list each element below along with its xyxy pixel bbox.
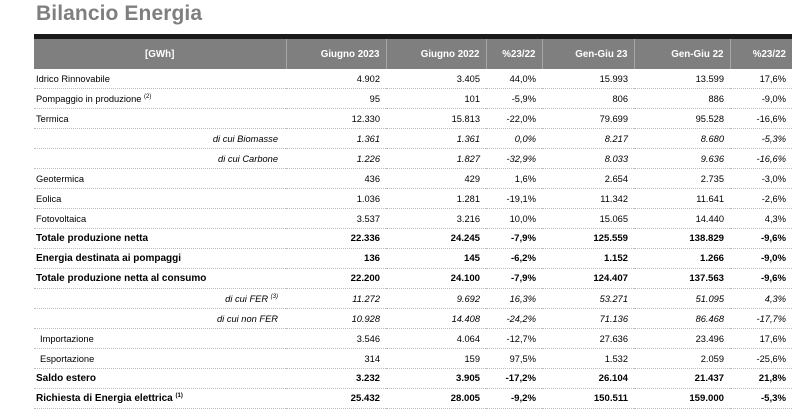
cell-gen-giu-23: 124.407 xyxy=(542,269,634,289)
cell-giugno-2022: 24.245 xyxy=(386,229,486,249)
row-label: Idrico Rinnovabile xyxy=(36,73,110,84)
header-giugno-2023: Giugno 2023 xyxy=(286,39,386,69)
row-label-cell xyxy=(34,289,286,309)
cell-gen-giu-23: 26.104 xyxy=(542,369,634,389)
cell-giugno-2023: 12.330 xyxy=(286,109,386,129)
cell-giugno-2022: 1.827 xyxy=(386,149,486,169)
cell-pct-month: -22,0% xyxy=(486,109,542,129)
row-label-cell xyxy=(34,349,286,369)
cell-giugno-2023: 3.232 xyxy=(286,369,386,389)
cell-pct-ytd: -9,6% xyxy=(730,269,792,289)
row-label: Esportazione xyxy=(40,353,95,364)
cell-giugno-2023: 436 xyxy=(286,169,386,189)
cell-giugno-2023: 3.537 xyxy=(286,209,386,229)
cell-giugno-2022: 24.100 xyxy=(386,269,486,289)
cell-gen-giu-23: 53.271 xyxy=(542,289,634,309)
cell-giugno-2023: 1.361 xyxy=(286,129,386,149)
cell-pct-ytd: 17,6% xyxy=(730,329,792,349)
row-label-cell xyxy=(34,389,286,409)
cell-gen-giu-22: 86.468 xyxy=(634,309,730,329)
table-row xyxy=(34,89,792,109)
cell-pct-ytd: 17,6% xyxy=(730,69,792,89)
cell-pct-ytd: -3,0% xyxy=(730,169,792,189)
table-row xyxy=(34,309,792,329)
cell-giugno-2023: 136 xyxy=(286,249,386,269)
table-row xyxy=(34,269,792,289)
cell-pct-month: 44,0% xyxy=(486,69,542,89)
header-pct-ytd: %23/22 xyxy=(730,39,792,69)
row-label: di cui Biomasse xyxy=(212,133,278,144)
row-label: di cui non FER xyxy=(217,313,278,324)
cell-pct-ytd: -5,3% xyxy=(730,129,792,149)
cell-giugno-2023: 22.200 xyxy=(286,269,386,289)
cell-giugno-2022: 3.405 xyxy=(386,69,486,89)
cell-gen-giu-23: 2.654 xyxy=(542,169,634,189)
cell-giugno-2023: 314 xyxy=(286,349,386,369)
cell-gen-giu-22: 8.680 xyxy=(634,129,730,149)
cell-gen-giu-22: 137.563 xyxy=(634,269,730,289)
row-label-cell xyxy=(34,209,286,229)
row-label: Saldo estero xyxy=(36,373,97,384)
cell-gen-giu-22: 21.437 xyxy=(634,369,730,389)
cell-gen-giu-22: 1.266 xyxy=(634,249,730,269)
table-header-row xyxy=(34,39,792,69)
row-label-cell xyxy=(34,109,286,129)
cell-giugno-2023: 95 xyxy=(286,89,386,109)
row-label: Pompaggio in produzione xyxy=(36,93,142,104)
cell-giugno-2022: 145 xyxy=(386,249,486,269)
table-row xyxy=(34,189,792,209)
cell-pct-month: -24,2% xyxy=(486,309,542,329)
cell-pct-month: -6,2% xyxy=(486,249,542,269)
cell-gen-giu-22: 13.599 xyxy=(634,69,730,89)
table-body xyxy=(34,69,792,409)
table-row xyxy=(34,249,792,269)
header-gen-giu-22: Gen-Giu 22 xyxy=(634,39,730,69)
header-unit: [GWh] xyxy=(34,39,286,69)
cell-pct-ytd: -9,0% xyxy=(730,249,792,269)
row-label-cell xyxy=(34,249,286,269)
row-label-cell xyxy=(34,169,286,189)
cell-gen-giu-22: 2.735 xyxy=(634,169,730,189)
row-label-cell xyxy=(34,369,286,389)
cell-pct-month: -17,2% xyxy=(486,369,542,389)
cell-giugno-2022: 3.216 xyxy=(386,209,486,229)
cell-giugno-2022: 15.813 xyxy=(386,109,486,129)
cell-pct-month: 10,0% xyxy=(486,209,542,229)
row-label: di cui FER xyxy=(225,293,269,304)
row-label-cell xyxy=(34,189,286,209)
header-pct-month: %23/22 xyxy=(486,39,542,69)
cell-giugno-2022: 101 xyxy=(386,89,486,109)
cell-giugno-2023: 11.272 xyxy=(286,289,386,309)
cell-giugno-2022: 159 xyxy=(386,349,486,369)
cell-giugno-2022: 4.064 xyxy=(386,329,486,349)
cell-pct-ytd: -9,6% xyxy=(730,229,792,249)
table-row xyxy=(34,209,792,229)
row-label-cell xyxy=(34,89,286,109)
row-label: Energia destinata ai pompaggi xyxy=(36,253,182,264)
row-label: Geotermica xyxy=(36,173,85,184)
row-label: Totale produzione netta al consumo xyxy=(36,273,207,284)
cell-pct-ytd: 4,3% xyxy=(730,209,792,229)
row-label-cell xyxy=(34,269,286,289)
table-row xyxy=(34,289,792,309)
table-row xyxy=(34,369,792,389)
table-row xyxy=(34,109,792,129)
table-row xyxy=(34,229,792,249)
cell-gen-giu-22: 23.496 xyxy=(634,329,730,349)
cell-pct-month: -19,1% xyxy=(486,189,542,209)
energy-balance-table xyxy=(34,39,792,409)
cell-pct-ytd: -9,0% xyxy=(730,89,792,109)
row-label-cell xyxy=(34,129,286,149)
cell-giugno-2023: 25.432 xyxy=(286,389,386,409)
row-label: di cui Carbone xyxy=(218,153,278,164)
cell-gen-giu-23: 71.136 xyxy=(542,309,634,329)
cell-gen-giu-23: 1.532 xyxy=(542,349,634,369)
cell-giugno-2022: 28.005 xyxy=(386,389,486,409)
cell-pct-ytd: -16,6% xyxy=(730,149,792,169)
cell-giugno-2022: 1.281 xyxy=(386,189,486,209)
table-row xyxy=(34,389,792,409)
cell-gen-giu-23: 150.511 xyxy=(542,389,634,409)
cell-pct-month: -7,9% xyxy=(486,229,542,249)
row-label: Termica xyxy=(36,113,69,124)
footnote-marker: (1) xyxy=(175,393,183,399)
cell-pct-ytd: 4,3% xyxy=(730,289,792,309)
cell-pct-ytd: -5,3% xyxy=(730,389,792,409)
cell-giugno-2022: 9.692 xyxy=(386,289,486,309)
cell-pct-month: 0,0% xyxy=(486,129,542,149)
cell-gen-giu-23: 8.033 xyxy=(542,149,634,169)
row-label-cell xyxy=(34,309,286,329)
cell-giugno-2023: 1.226 xyxy=(286,149,386,169)
cell-gen-giu-22: 138.829 xyxy=(634,229,730,249)
cell-gen-giu-22: 11.641 xyxy=(634,189,730,209)
cell-gen-giu-22: 2.059 xyxy=(634,349,730,369)
cell-giugno-2022: 3.905 xyxy=(386,369,486,389)
row-label: Fotovoltaica xyxy=(36,213,87,224)
table-row xyxy=(34,169,792,189)
row-label-cell xyxy=(34,329,286,349)
cell-pct-ytd: -17,7% xyxy=(730,309,792,329)
row-label: Richiesta di Energia elettrica xyxy=(36,393,173,404)
energy-balance-table-wrapper xyxy=(34,34,792,409)
cell-pct-month: -7,9% xyxy=(486,269,542,289)
row-label: Totale produzione netta xyxy=(36,233,149,244)
cell-pct-month: 16,3% xyxy=(486,289,542,309)
cell-pct-month: -32,9% xyxy=(486,149,542,169)
cell-gen-giu-23: 15.993 xyxy=(542,69,634,89)
cell-pct-ytd: -25,6% xyxy=(730,349,792,369)
table-row xyxy=(34,129,792,149)
header-gen-giu-23: Gen-Giu 23 xyxy=(542,39,634,69)
cell-gen-giu-23: 8.217 xyxy=(542,129,634,149)
row-label-cell xyxy=(34,229,286,249)
cell-pct-month: -5,9% xyxy=(486,89,542,109)
cell-giugno-2023: 4.902 xyxy=(286,69,386,89)
cell-pct-month: -12,7% xyxy=(486,329,542,349)
row-label: Importazione xyxy=(40,333,94,344)
row-label: Eolica xyxy=(36,193,62,204)
table-row xyxy=(34,149,792,169)
table-row xyxy=(34,349,792,369)
cell-gen-giu-23: 15.065 xyxy=(542,209,634,229)
cell-giugno-2022: 14.408 xyxy=(386,309,486,329)
footnote-marker: (2) xyxy=(144,93,152,100)
row-label-cell xyxy=(34,149,286,169)
cell-pct-month: 97,5% xyxy=(486,349,542,369)
cell-gen-giu-23: 806 xyxy=(542,89,634,109)
cell-pct-ytd: -16,6% xyxy=(730,109,792,129)
cell-gen-giu-22: 14.440 xyxy=(634,209,730,229)
cell-pct-month: 1,6% xyxy=(486,169,542,189)
header-giugno-2022: Giugno 2022 xyxy=(386,39,486,69)
cell-gen-giu-23: 79.699 xyxy=(542,109,634,129)
cell-giugno-2022: 429 xyxy=(386,169,486,189)
table-row xyxy=(34,69,792,89)
cell-giugno-2023: 3.546 xyxy=(286,329,386,349)
page-title: Bilancio Energia xyxy=(36,2,203,25)
cell-gen-giu-23: 125.559 xyxy=(542,229,634,249)
cell-pct-ytd: 21,8% xyxy=(730,369,792,389)
cell-giugno-2023: 22.336 xyxy=(286,229,386,249)
cell-gen-giu-22: 159.000 xyxy=(634,389,730,409)
cell-gen-giu-22: 9.636 xyxy=(634,149,730,169)
cell-gen-giu-23: 1.152 xyxy=(542,249,634,269)
cell-gen-giu-23: 11.342 xyxy=(542,189,634,209)
cell-giugno-2023: 10.928 xyxy=(286,309,386,329)
cell-giugno-2022: 1.361 xyxy=(386,129,486,149)
cell-gen-giu-22: 51.095 xyxy=(634,289,730,309)
footnote-marker: (3) xyxy=(270,293,278,300)
cell-giugno-2023: 1.036 xyxy=(286,189,386,209)
cell-gen-giu-22: 886 xyxy=(634,89,730,109)
cell-gen-giu-22: 95.528 xyxy=(634,109,730,129)
table-row xyxy=(34,329,792,349)
cell-pct-ytd: -2,6% xyxy=(730,189,792,209)
row-label-cell xyxy=(34,69,286,89)
cell-pct-month: -9,2% xyxy=(486,389,542,409)
cell-gen-giu-23: 27.636 xyxy=(542,329,634,349)
